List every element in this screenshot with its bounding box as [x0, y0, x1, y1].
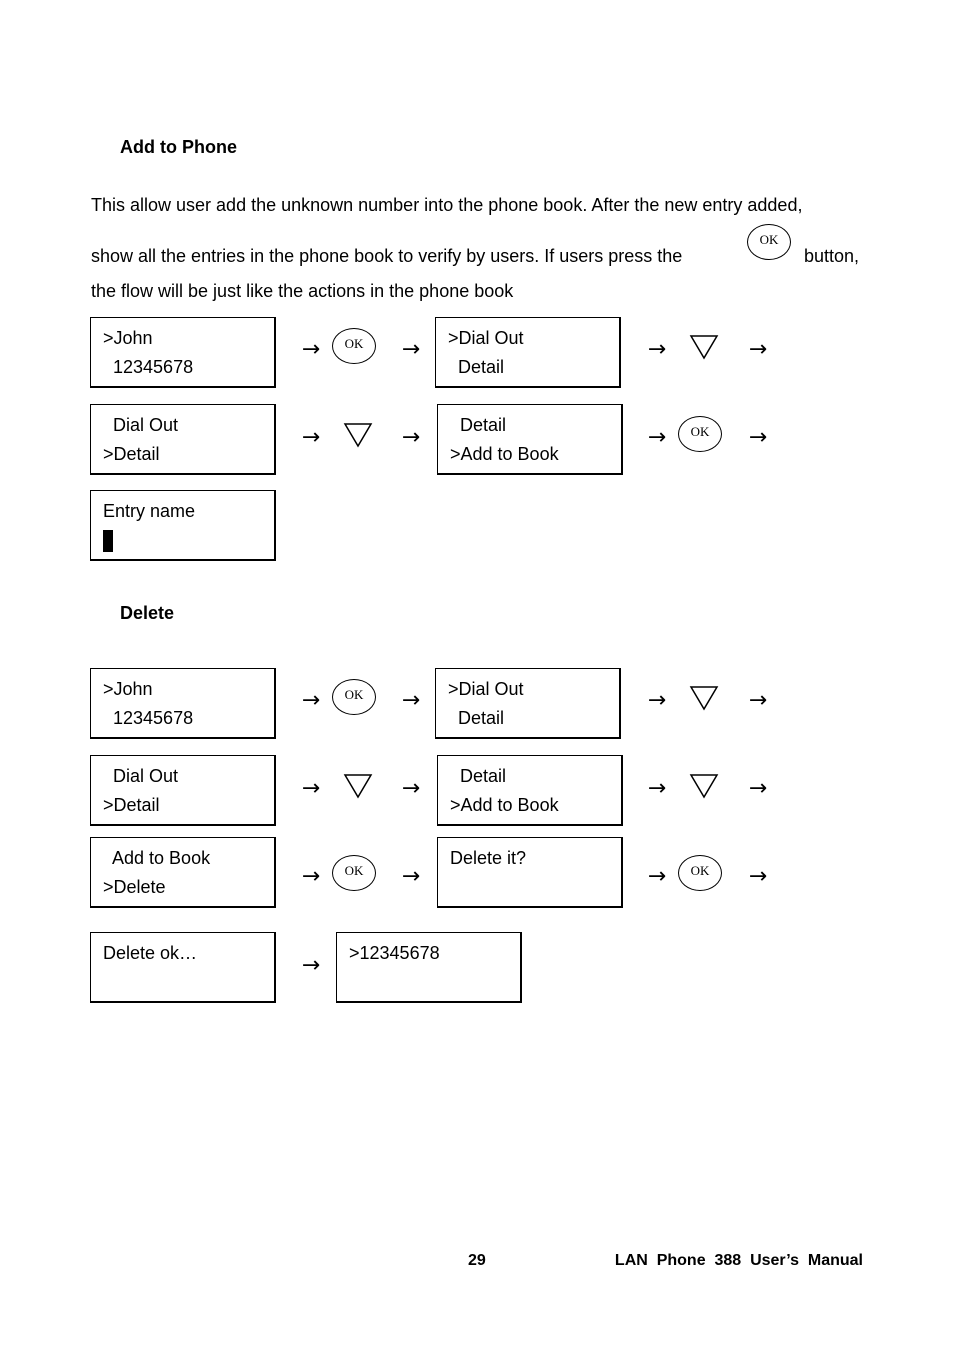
- right-arrow-icon: →: [401, 776, 421, 801]
- lcd-screen-number: [336, 932, 522, 1003]
- lcd-screen-john: [90, 668, 276, 739]
- right-arrow-icon: →: [301, 864, 321, 889]
- lcd-line-1: Entry name: [103, 501, 196, 521]
- right-arrow-icon: →: [748, 688, 768, 713]
- ok-button-icon: OK: [747, 224, 791, 260]
- lcd-line-2: >Detail: [103, 795, 160, 815]
- lcd-line-1: Detail: [450, 766, 507, 786]
- down-triangle-icon: [343, 422, 373, 448]
- down-triangle-icon: [689, 685, 719, 711]
- right-arrow-icon: →: [301, 425, 321, 450]
- right-arrow-icon: →: [748, 337, 768, 362]
- lcd-line-2: >Detail: [103, 444, 160, 464]
- ok-button-icon: OK: [332, 679, 376, 715]
- intro-paragraph-line-2: show all the entries in the phone book to verify by users. If users press the: [91, 246, 683, 266]
- text-cursor: [103, 530, 113, 552]
- lcd-line-1: >12345678: [349, 943, 440, 963]
- intro-paragraph-line-1: This allow user add the unknown number into the phone book. After the new entry added,: [91, 195, 803, 215]
- right-arrow-icon: →: [401, 864, 421, 889]
- right-arrow-icon: →: [401, 425, 421, 450]
- down-triangle-icon: [343, 773, 373, 799]
- page-number: 29: [468, 1252, 486, 1269]
- lcd-screen-dial-out-selected: [435, 317, 621, 388]
- section-heading-delete: Delete: [120, 603, 175, 623]
- right-arrow-icon: →: [401, 337, 421, 362]
- lcd-line-1: >John: [103, 328, 153, 348]
- lcd-screen-delete-ok: [90, 932, 276, 1003]
- ok-button-icon: OK: [678, 855, 722, 891]
- ok-button-icon: OK: [332, 328, 376, 364]
- lcd-line-1: >John: [103, 679, 153, 699]
- right-arrow-icon: →: [301, 776, 321, 801]
- lcd-screen-detail-selected: [90, 404, 276, 475]
- ok-button-icon: OK: [332, 855, 376, 891]
- lcd-line-1: Add to Book: [103, 848, 211, 868]
- right-arrow-icon: →: [647, 337, 667, 362]
- lcd-line-2: Detail: [448, 708, 505, 728]
- lcd-screen-detail-selected: [90, 755, 276, 826]
- lcd-line-2: >Add to Book: [450, 795, 559, 815]
- right-arrow-icon: →: [647, 776, 667, 801]
- lcd-line-1: Dial Out: [103, 766, 179, 786]
- lcd-line-2: 12345678: [103, 708, 194, 728]
- ok-button-icon: OK: [678, 416, 722, 452]
- lcd-line-1: >Dial Out: [448, 679, 524, 699]
- right-arrow-icon: →: [301, 953, 321, 978]
- lcd-line-1: Delete it?: [450, 848, 527, 868]
- right-arrow-icon: →: [301, 688, 321, 713]
- intro-paragraph-line-3: the flow will be just like the actions in the phone book: [91, 281, 514, 301]
- lcd-line-2: Detail: [448, 357, 505, 377]
- lcd-screen-delete-confirm: [437, 837, 623, 908]
- right-arrow-icon: →: [748, 776, 768, 801]
- right-arrow-icon: →: [748, 864, 768, 889]
- lcd-line-2: >Add to Book: [450, 444, 559, 464]
- intro-paragraph-line-2-end: button,: [804, 246, 860, 266]
- lcd-screen-john: [90, 317, 276, 388]
- right-arrow-icon: →: [748, 425, 768, 450]
- right-arrow-icon: →: [647, 425, 667, 450]
- right-arrow-icon: →: [401, 688, 421, 713]
- lcd-screen-delete-selected: [90, 837, 276, 908]
- lcd-line-1: Dial Out: [103, 415, 179, 435]
- right-arrow-icon: →: [647, 864, 667, 889]
- lcd-screen-add-to-book-selected: [437, 755, 623, 826]
- manual-title: LAN Phone 388 User’s Manual: [614, 1252, 863, 1269]
- down-triangle-icon: [689, 334, 719, 360]
- lcd-screen-entry-name: [90, 490, 276, 561]
- right-arrow-icon: →: [647, 688, 667, 713]
- lcd-line-1: >Dial Out: [448, 328, 524, 348]
- lcd-line-1: Detail: [450, 415, 507, 435]
- right-arrow-icon: →: [301, 337, 321, 362]
- lcd-screen-add-to-book-selected: [437, 404, 623, 475]
- down-triangle-icon: [689, 773, 719, 799]
- section-heading-add-to-phone: Add to Phone: [120, 137, 237, 157]
- lcd-line-1: Delete ok…: [103, 943, 198, 963]
- lcd-line-2: >Delete: [103, 877, 166, 897]
- lcd-line-2: 12345678: [103, 357, 194, 377]
- lcd-screen-dial-out-selected: [435, 668, 621, 739]
